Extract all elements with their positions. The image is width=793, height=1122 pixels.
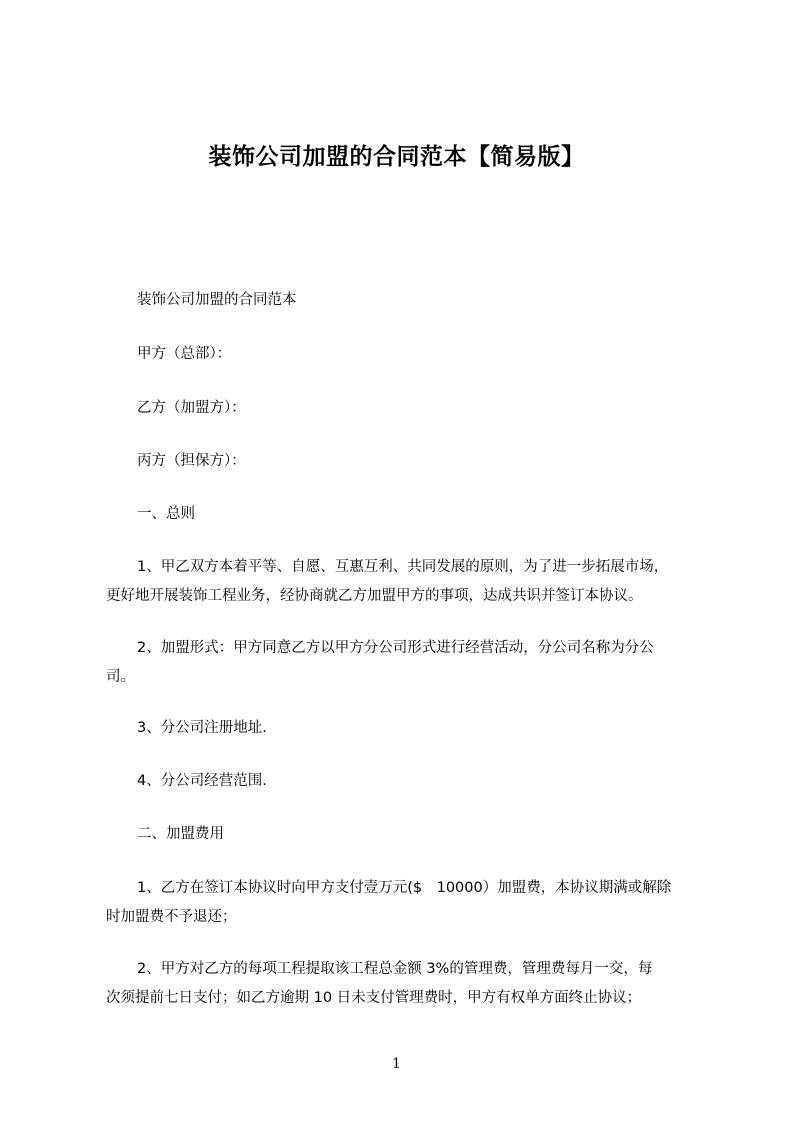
paragraph-general-1 <box>106 553 718 611</box>
paragraph-line: 1、乙方在签订本协议时向甲方支付壹万元($ 10000）加盟费，本协议期满或解除 <box>137 880 672 896</box>
paragraph-line: 乙方（加盟方）： <box>137 400 246 416</box>
page-number: 1 <box>392 1056 401 1072</box>
paragraph-line: 2、加盟形式：甲方同意乙方以甲方分公司形式进行经营活动，分公司名称为分公 <box>137 640 654 656</box>
paragraph-line: 3、分公司注册地址. <box>137 720 267 736</box>
paragraph-line: 更好地开展装饰工程业务，经协商就乙方加盟甲方的事项，达成共识并签订本协议。 <box>106 588 643 604</box>
paragraph-line: 4、分公司经营范围. <box>137 773 267 789</box>
paragraph-line: 丙方（担保方）： <box>137 453 246 469</box>
paragraph-contract-name <box>106 286 718 315</box>
paragraph-party-c <box>106 447 718 476</box>
paragraph-line: 1、甲乙双方本着平等、自愿、互惠互利、共同发展的原则，为了进一步拓展市场， <box>137 559 669 575</box>
paragraph-line: 甲方（总部）： <box>137 346 232 362</box>
document-title: 装饰公司加盟的合同范本【简易版】 <box>208 144 585 170</box>
section-heading-fees <box>106 820 718 849</box>
paragraph-line: 司。 <box>106 669 135 685</box>
paragraph-fees-2 <box>106 955 718 1013</box>
paragraph-fees-1 <box>106 874 718 932</box>
paragraph-line: 次须提前七日支付；如乙方逾期 10 日未支付管理费时，甲方有权单方面终止协议； <box>106 990 642 1006</box>
paragraph-party-a <box>106 340 718 369</box>
paragraph-general-3 <box>106 714 718 743</box>
paragraph-general-2 <box>106 634 718 692</box>
paragraph-line: 二、加盟费用 <box>137 826 224 842</box>
paragraph-line: 装饰公司加盟的合同范本 <box>137 292 297 308</box>
paragraph-line: 一、总则 <box>137 506 195 522</box>
section-heading-general <box>106 500 718 529</box>
paragraph-line: 2、甲方对乙方的每项工程提取该工程总金额 3%的管理费，管理费每月一交，每 <box>137 961 653 977</box>
paragraph-party-b <box>106 394 718 423</box>
paragraph-general-4 <box>106 767 718 796</box>
paragraph-line: 时加盟费不予退还； <box>106 909 237 925</box>
